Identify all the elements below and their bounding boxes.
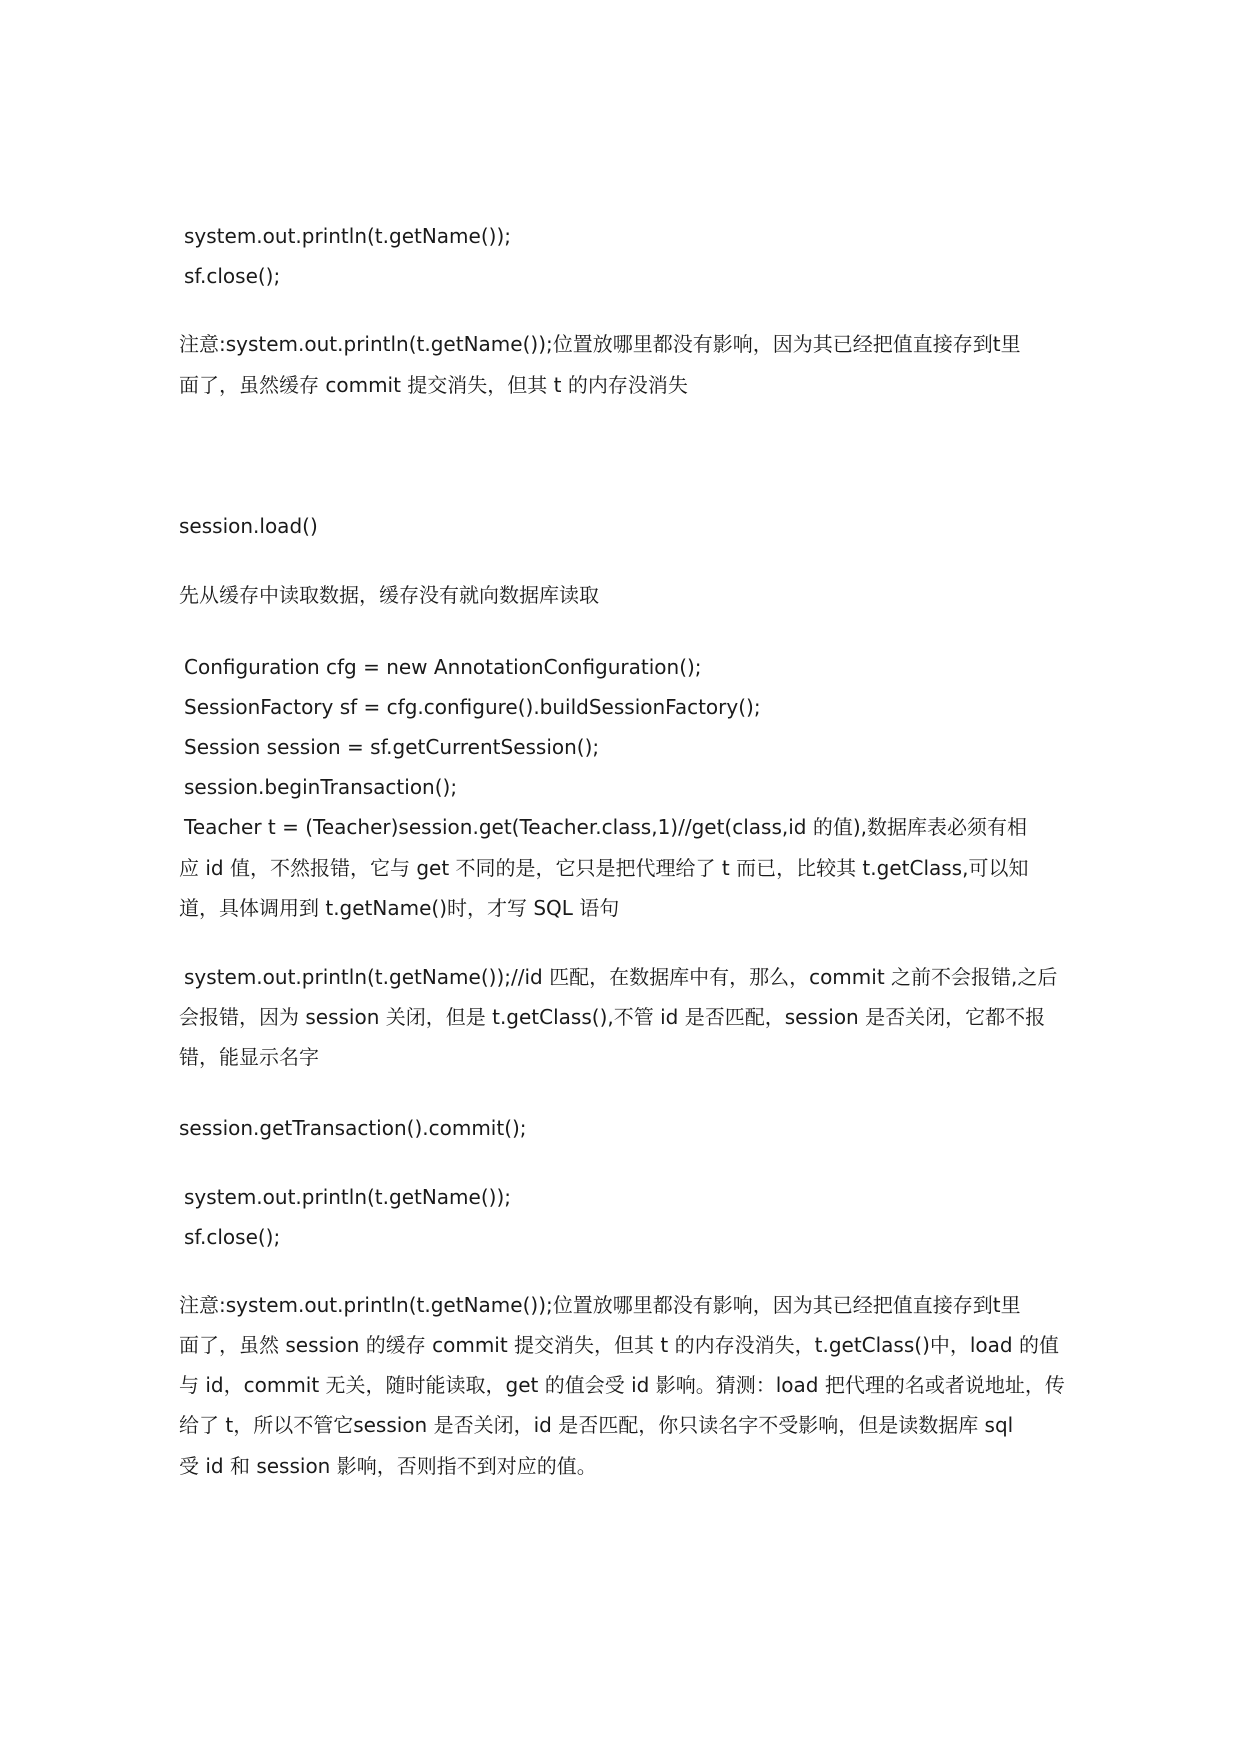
code-line: system.out.println(t.getName()); bbox=[184, 1185, 511, 1209]
code-line: Session session = sf.getCurrentSession(); bbox=[184, 735, 600, 759]
code-line: system.out.println(t.getName());//id 匹配，在数据库中有，那么，commit 之前不会报错,之后 bbox=[184, 965, 1058, 989]
code-line: session.getTransaction().commit(); bbox=[179, 1116, 527, 1140]
code-line: 会报错，因为 session 关闭，但是 t.getClass(),不管 id 是否匹配，session 是否关闭，它都不报 bbox=[179, 1005, 1046, 1029]
code-line: Configuration cfg = new AnnotationConfiguration(); bbox=[184, 655, 702, 679]
note-line: 给了 t，所以不管它session 是否关闭，id 是否匹配，你只读名字不受影响，但是读数据库 sql bbox=[179, 1413, 1014, 1437]
note-line: 受 id 和 session 影响，否则指不到对应的值。 bbox=[179, 1454, 597, 1478]
code-line: system.out.println(t.getName()); bbox=[184, 224, 511, 248]
code-line: Teacher t = (Teacher)session.get(Teacher.class,1)//get(class,id 的值),数据库表必须有相 bbox=[184, 815, 1027, 839]
note-line: 面了，虽然 session 的缓存 commit 提交消失，但其 t 的内存没消失，t.getClass()中，load 的值 bbox=[179, 1333, 1059, 1357]
code-line: session.beginTransaction(); bbox=[184, 775, 458, 799]
note-line: 注意:system.out.println(t.getName());位置放哪里都没有影响，因为其已经把值直接存到t里 bbox=[179, 1293, 1021, 1317]
code-line: 道，具体调用到 t.getName()时，才写 SQL 语句 bbox=[179, 896, 620, 920]
section-heading: session.load() bbox=[179, 514, 318, 538]
code-line: 应 id 值，不然报错，它与 get 不同的是，它只是把代理给了 t 而已，比较其 t.getClass,可以知 bbox=[179, 856, 1029, 880]
code-line: SessionFactory sf = cfg.configure().buildSessionFactory(); bbox=[184, 695, 761, 719]
note-line: 注意:system.out.println(t.getName());位置放哪里都没有影响，因为其已经把值直接存到t里 bbox=[179, 332, 1021, 356]
code-line: sf.close(); bbox=[184, 264, 281, 288]
note-line: 与 id，commit 无关，随时能读取，get 的值会受 id 影响。猜测：load 把代理的名或者说地址，传 bbox=[179, 1373, 1065, 1397]
code-line: 错，能显示名字 bbox=[179, 1045, 319, 1069]
code-line: sf.close(); bbox=[184, 1225, 281, 1249]
note-line: 面了，虽然缓存 commit 提交消失，但其 t 的内存没消失 bbox=[179, 373, 688, 397]
description-line: 先从缓存中读取数据，缓存没有就向数据库读取 bbox=[179, 583, 599, 607]
